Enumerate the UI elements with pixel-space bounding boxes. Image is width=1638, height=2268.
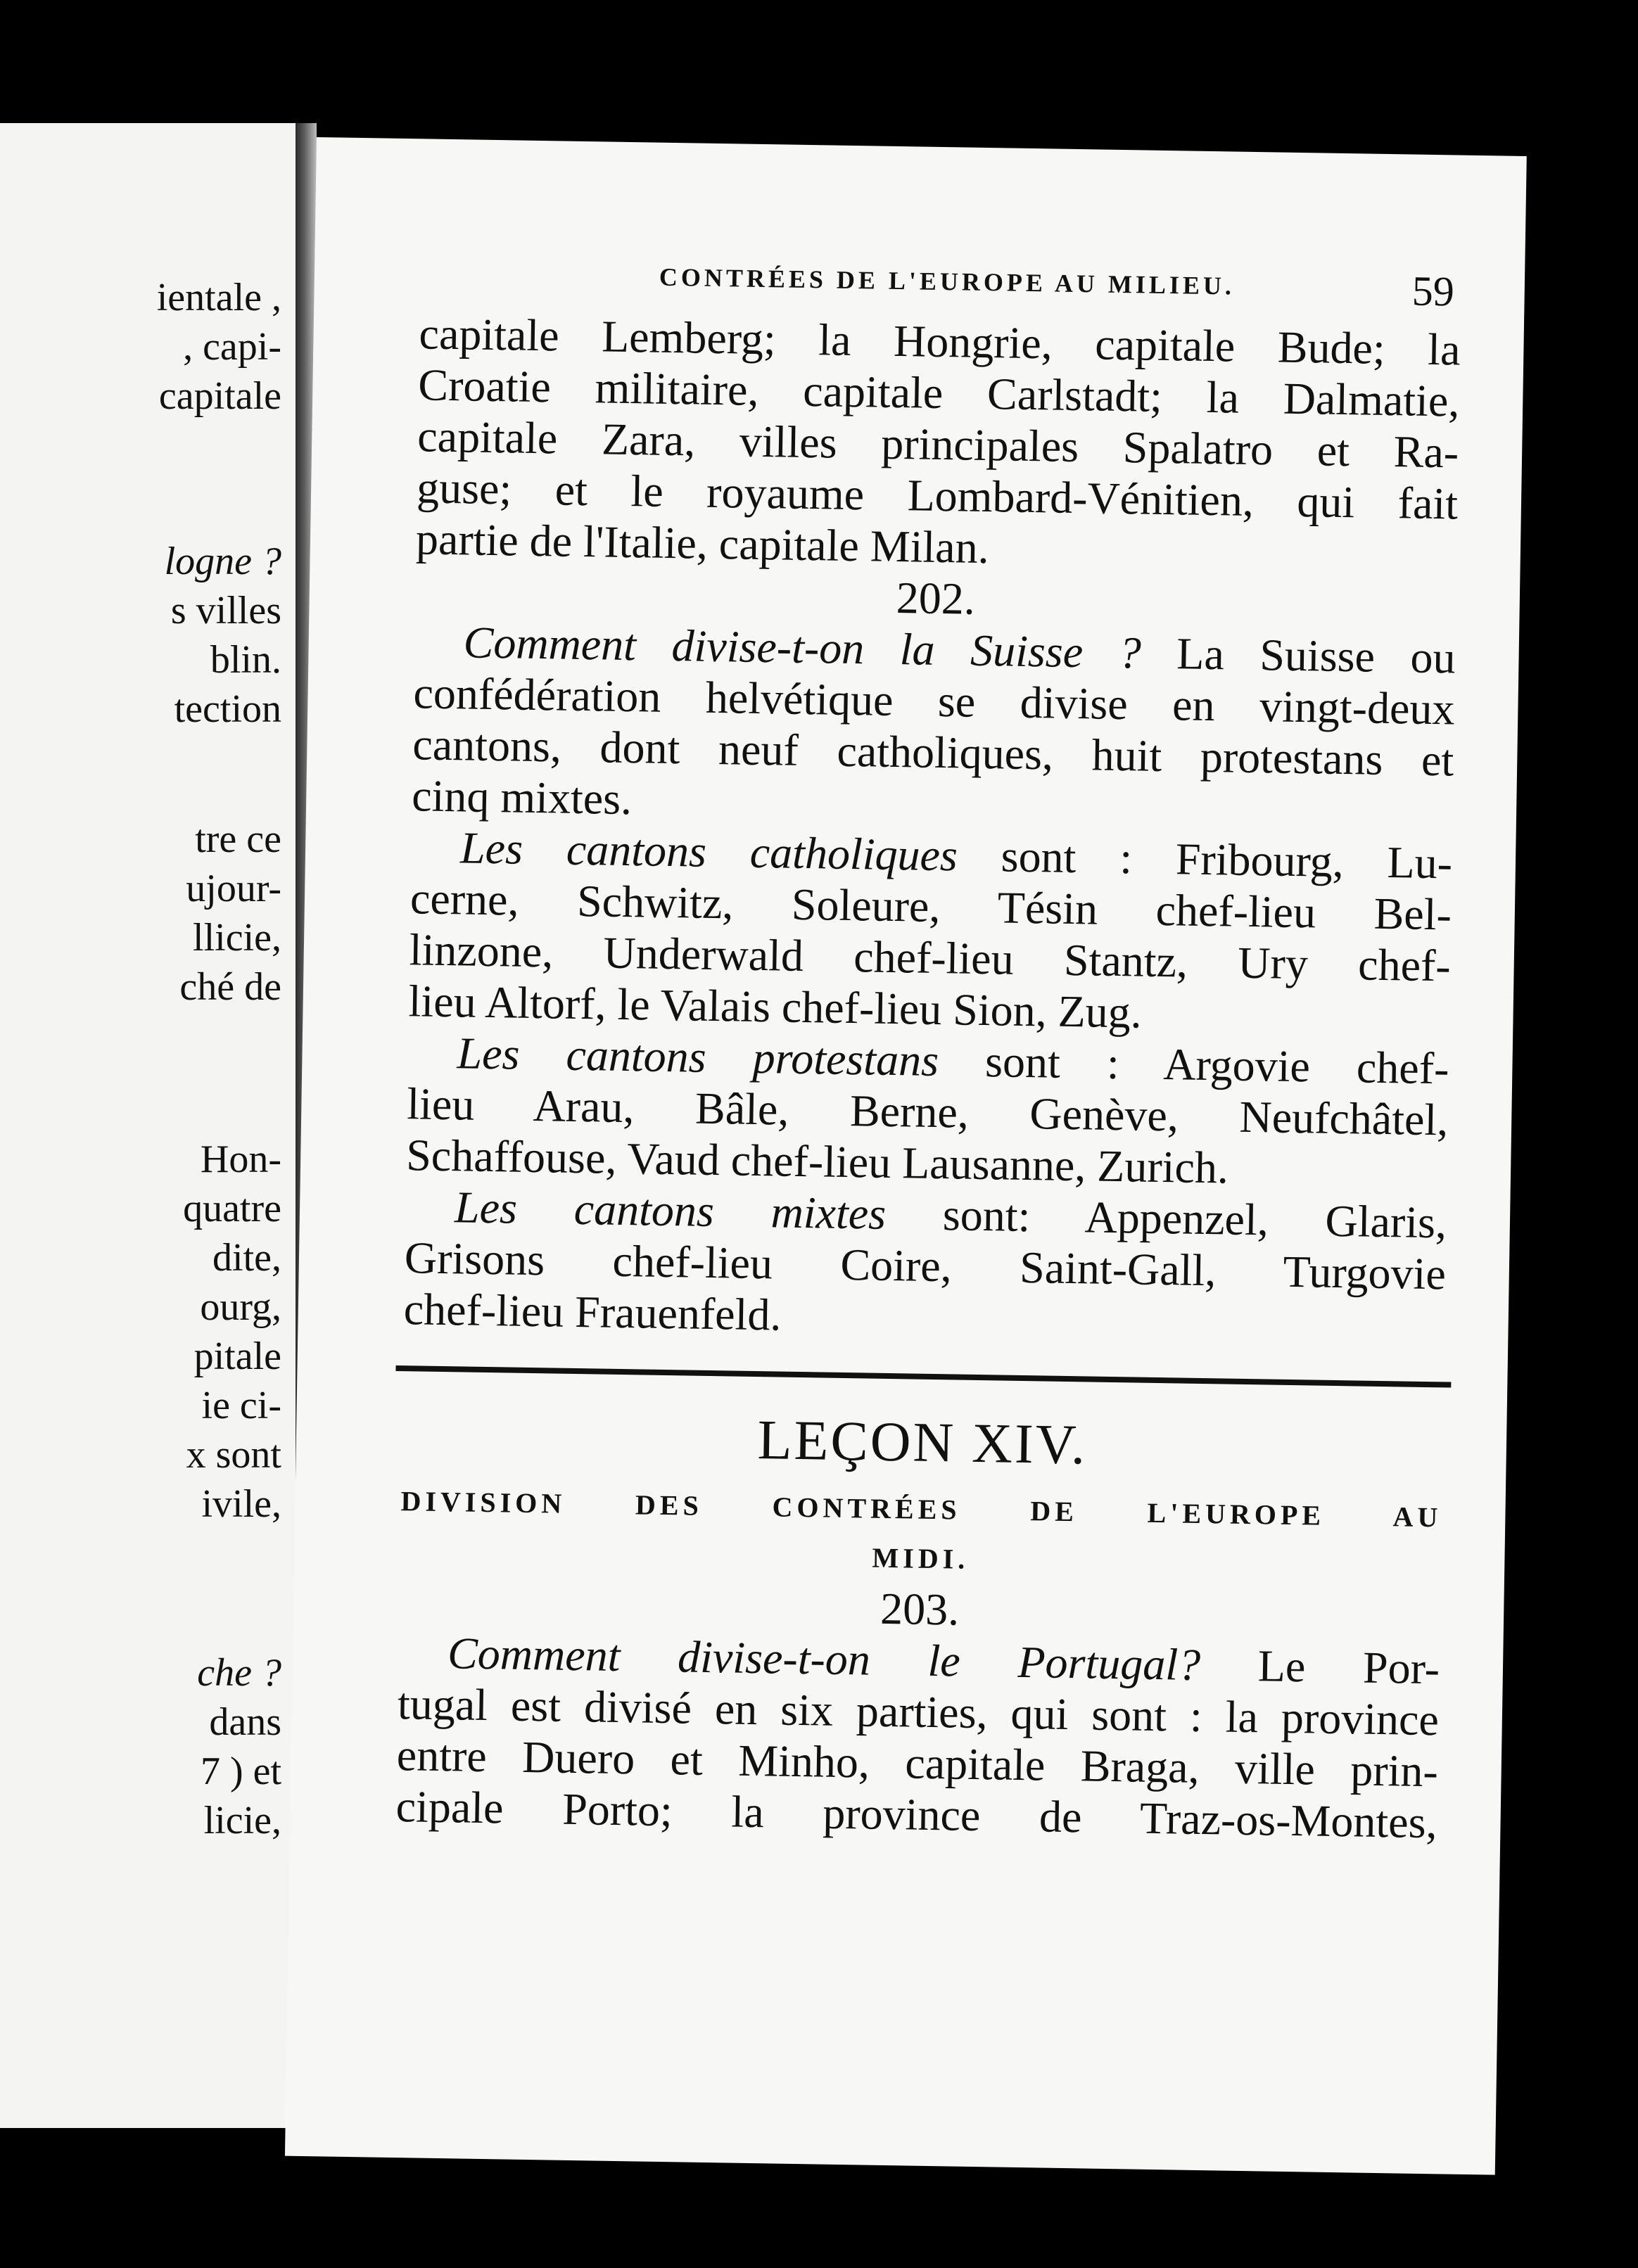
protestant-label: Les cantons protestans bbox=[457, 1028, 939, 1086]
running-head bbox=[314, 250, 1525, 318]
text-line: capitale Zara, villes principales Spalatro et Ra- bbox=[417, 411, 1459, 478]
section-number: 202. bbox=[896, 573, 976, 624]
left-page-text-fragment: logne ? bbox=[164, 540, 281, 583]
page-body bbox=[395, 307, 1461, 1848]
text-line: Grisons chef-lieu Coire, Saint-Gall, Turgovie bbox=[404, 1232, 1447, 1299]
left-page-text-fragment: che ? bbox=[197, 1651, 281, 1695]
text-line: guse; et le royaume Lombard-Vénitien, qui fait bbox=[416, 462, 1459, 529]
left-page-text-fragment: dite, bbox=[212, 1236, 281, 1280]
text-line: linzone, Underwald chef-lieu Stantz, Ury chef- bbox=[409, 924, 1452, 991]
answer-start: Le Por- bbox=[1200, 1640, 1440, 1694]
catholic-label: Les cantons catholiques bbox=[459, 822, 958, 881]
left-page-text-fragment: ientale , bbox=[156, 276, 281, 319]
left-page-text-fragment: ché de bbox=[179, 965, 281, 1009]
left-page-text-fragment: blin. bbox=[210, 638, 281, 682]
left-page-text-fragment: Hon- bbox=[200, 1138, 281, 1181]
book-page bbox=[285, 137, 1527, 2175]
text-line: Croatie militaire, capitale Carlstadt; la Dalmatie, bbox=[417, 359, 1460, 426]
running-title: CONTRÉES DE L'EUROPE AU MILIEU. bbox=[659, 262, 1236, 300]
text-line: partie de l'Italie, capitale Milan. bbox=[415, 514, 990, 573]
text-line: Schaffouse, Vaud chef-lieu Lausanne, Zurich. bbox=[405, 1130, 1229, 1193]
text-line: tugal est divisé en six parties, qui sont : la province bbox=[397, 1678, 1440, 1745]
left-page-text-fragment: ujour- bbox=[186, 867, 281, 910]
scan-border bbox=[1527, 137, 1638, 2156]
left-page-text-fragment: , capi- bbox=[183, 325, 281, 369]
left-page-text-fragment: pitale bbox=[193, 1334, 281, 1378]
left-page-text-fragment: ivile, bbox=[201, 1482, 281, 1526]
left-page-text-fragment: ourg, bbox=[200, 1285, 281, 1329]
answer-start: La Suisse ou bbox=[1141, 627, 1456, 683]
text-line: confédération helvétique se divise en vingt-deux bbox=[413, 668, 1455, 734]
protestant-start: sont : Argovie chef- bbox=[938, 1036, 1449, 1094]
text-line: capitale Lemberg; la Hongrie, capitale Bude; la bbox=[419, 308, 1461, 375]
left-page-text-fragment: dans bbox=[209, 1700, 281, 1744]
section-divider bbox=[395, 1365, 1451, 1388]
text-line: lieu Arau, Bâle, Berne, Genève, Neufchâtel, bbox=[406, 1078, 1449, 1145]
lesson-subtitle: DIVISION DES CONTRÉES DE L'EUROPE AU bbox=[400, 1485, 1442, 1534]
text-line: cerne, Schwitz, Soleure, Tésin chef-lieu Bel- bbox=[410, 873, 1452, 940]
section-number: 203. bbox=[880, 1583, 960, 1635]
mixed-start: sont: Appenzel, Glaris, bbox=[885, 1188, 1447, 1248]
catholic-start: sont : Fribourg, Lu- bbox=[957, 830, 1453, 888]
page-number: 59 bbox=[1411, 267, 1455, 315]
previous-page-fragment bbox=[0, 123, 296, 2128]
mixed-label: Les cantons mixtes bbox=[454, 1182, 887, 1239]
left-page-text-fragment: x sont bbox=[186, 1433, 281, 1477]
text-line: chef-lieu Frauenfeld. bbox=[403, 1284, 782, 1340]
text-line: cipale Porto; la province de Traz-os-Montes, bbox=[395, 1781, 1438, 1848]
left-page-text-fragment: 7 ) et bbox=[200, 1750, 281, 1793]
left-page-text-fragment: ie ci- bbox=[201, 1384, 281, 1427]
left-page-text-fragment: quatre bbox=[183, 1187, 281, 1230]
text-line: entre Duero et Minho, capitale Braga, ville prin- bbox=[396, 1730, 1439, 1797]
question-text: Comment divise-t-on le Portugal? bbox=[447, 1628, 1201, 1690]
left-page-text-fragment: tre ce bbox=[195, 817, 281, 861]
text-line: cinq mixtes. bbox=[411, 770, 633, 824]
text-line: lieu Altorf, le Valais chef-lieu Sion, Zug. bbox=[408, 976, 1143, 1038]
left-page-text-fragment: s villes bbox=[170, 589, 281, 632]
text-line: cantons, dont neuf catholiques, huit protestans et bbox=[412, 719, 1454, 786]
left-page-text-fragment: licie, bbox=[203, 1799, 281, 1842]
left-page-text-fragment: capitale bbox=[158, 374, 281, 418]
lesson-title: LEÇON XIV. bbox=[757, 1409, 1088, 1477]
left-page-text-fragment: tection bbox=[174, 687, 281, 731]
left-page-text-fragment: llicie, bbox=[193, 916, 281, 960]
question-text: Comment divise-t-on la Suisse ? bbox=[463, 617, 1142, 678]
lesson-subtitle-continued: MIDI. bbox=[872, 1541, 970, 1575]
